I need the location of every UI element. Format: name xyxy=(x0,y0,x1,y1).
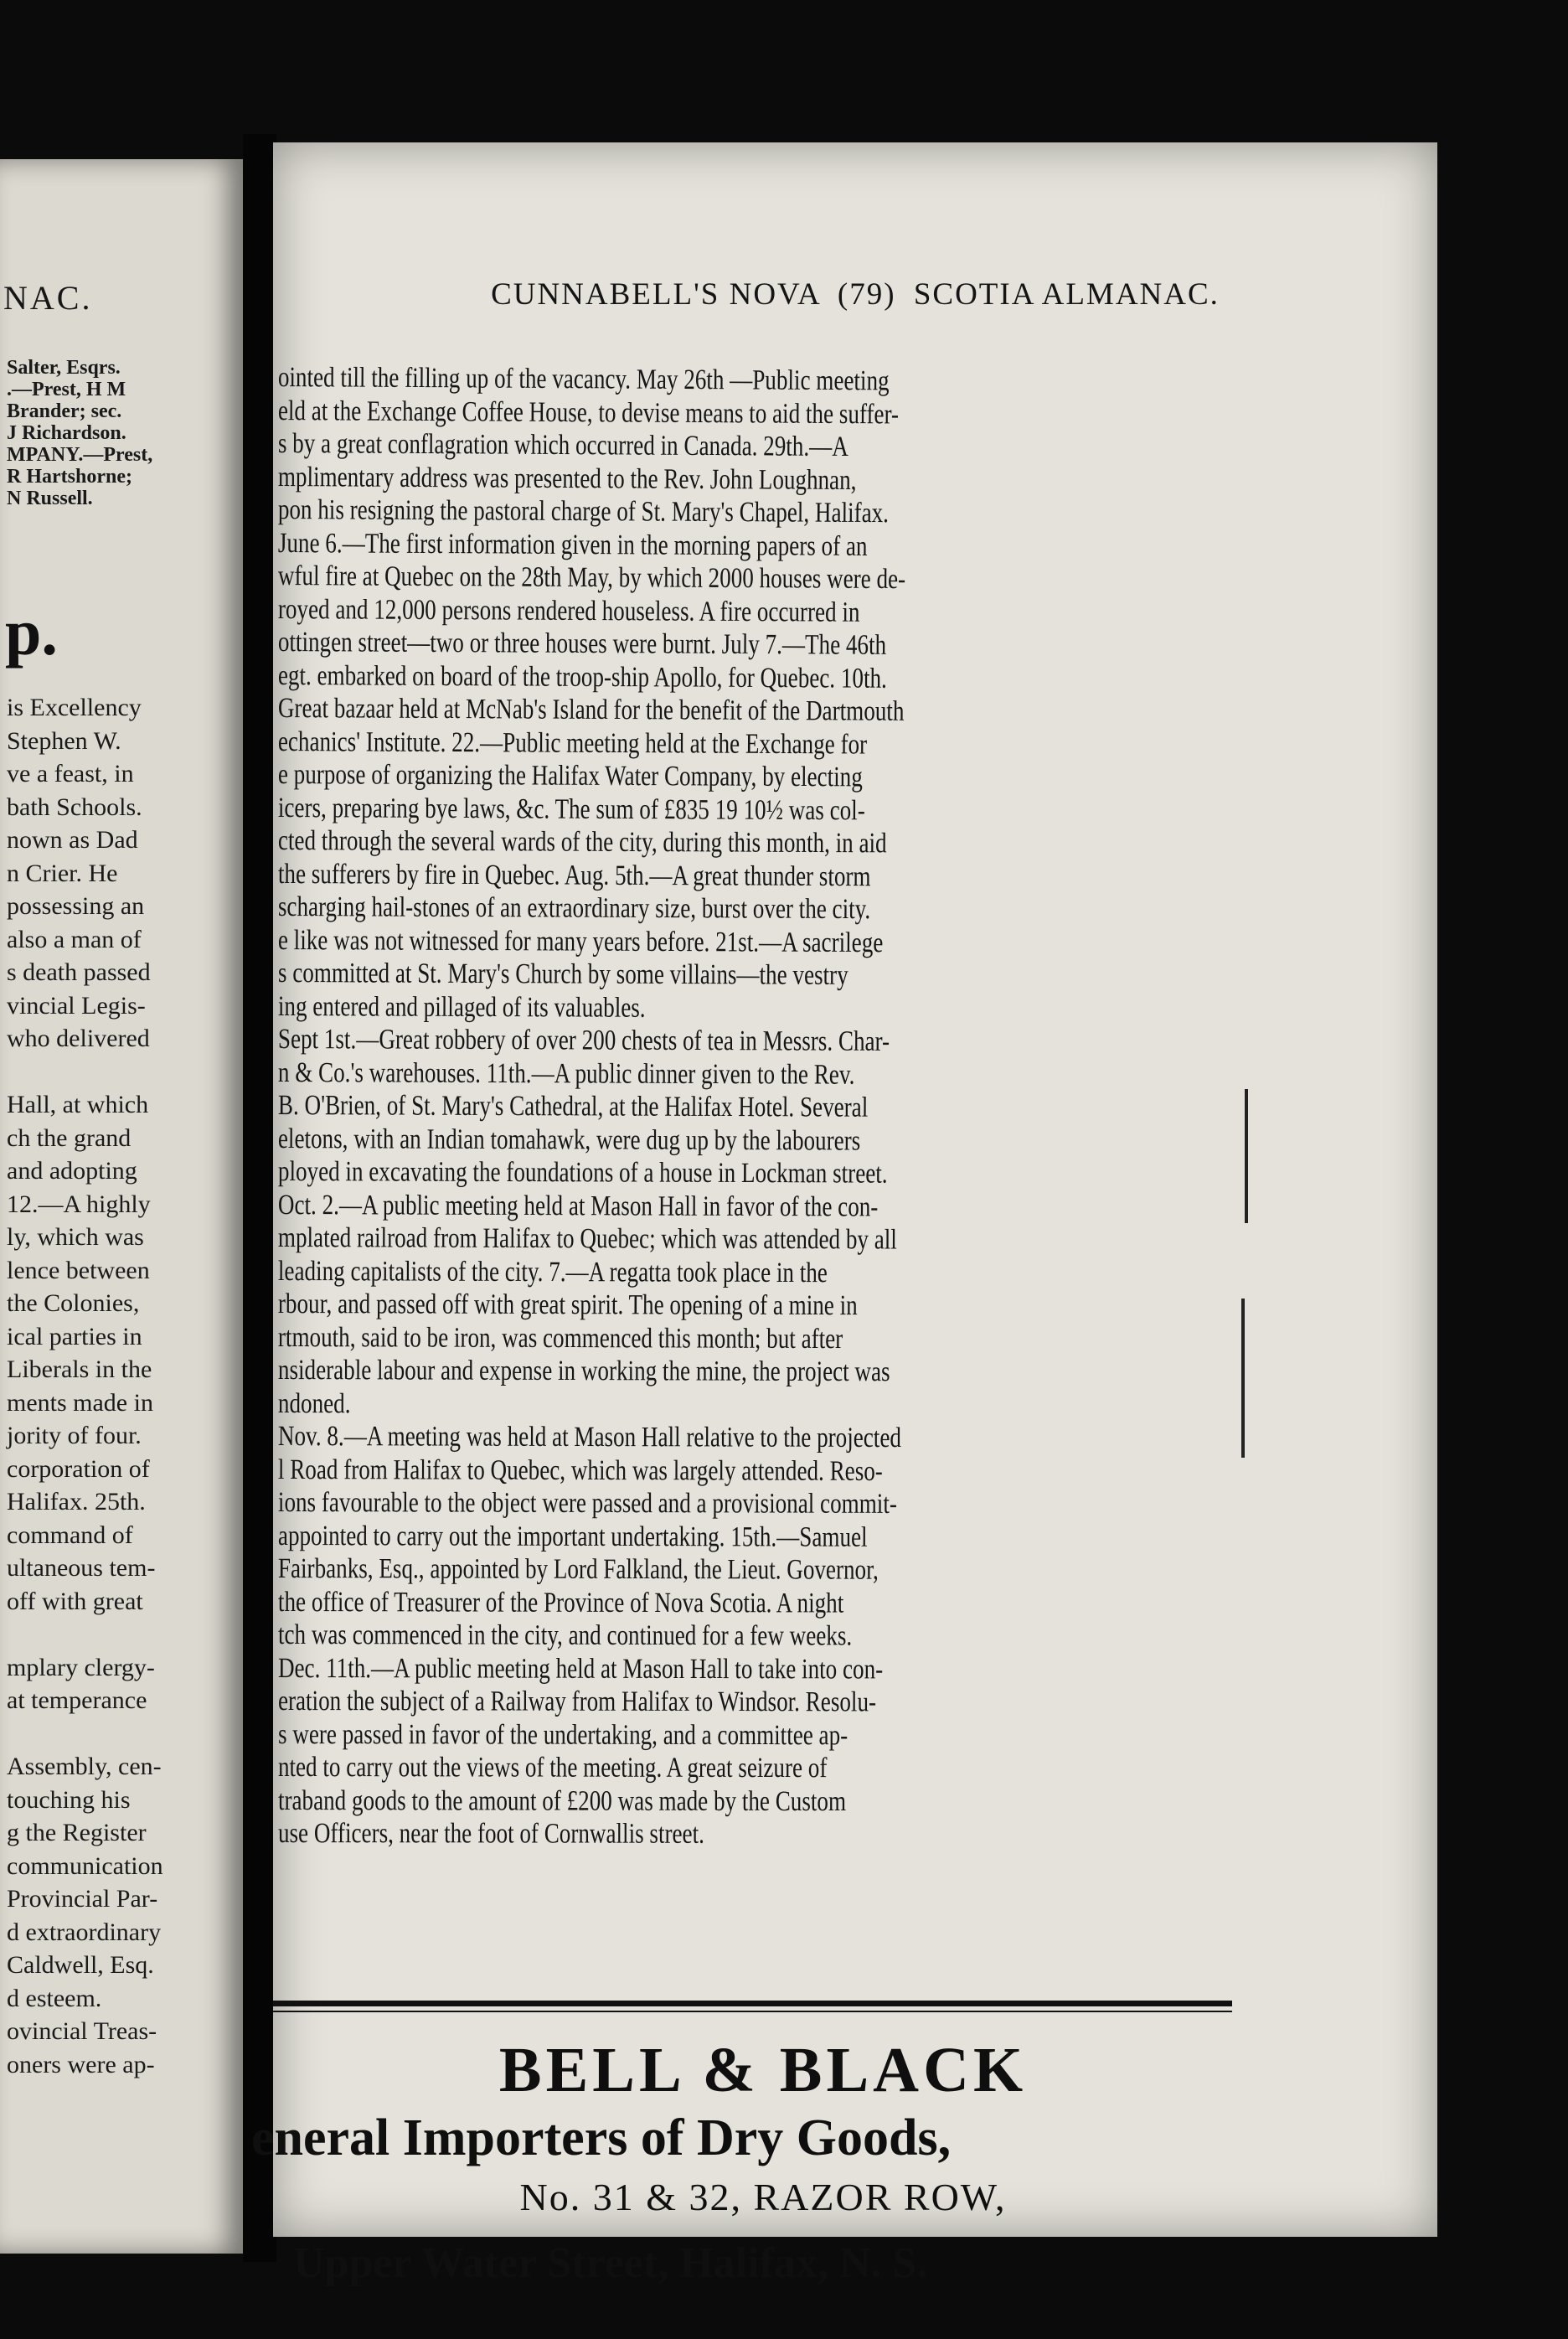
left-text-line: g the Register xyxy=(7,1819,147,1846)
text-line: rtmouth, said to be iron, was commenced this month; but after xyxy=(277,1321,843,1355)
text-line: leading capitalists of the city. 7.—A regatta took place in the xyxy=(277,1255,828,1288)
left-text-line: mplary clergy- xyxy=(7,1653,155,1681)
left-text-line: d extraordinary xyxy=(7,1918,162,1946)
left-text-line: J Richardson. xyxy=(7,422,126,444)
text-line: s committed at St. Mary's Church by some villains—the vestry xyxy=(277,958,848,991)
advertisement-description: eneral Importers of Dry Goods, xyxy=(251,2109,952,2166)
text-line: l Road from Halifax to Quebec, which was largely attended. Reso- xyxy=(277,1453,883,1487)
left-text-line: Assembly, cen- xyxy=(7,1753,162,1780)
advertisement-firm-name: BELL & BLACK xyxy=(498,2035,1028,2105)
text-line: wful fire at Quebec on the 28th May, by which 2000 houses were de- xyxy=(277,560,906,596)
text-line: ions favourable to the object were passed and a provisional commit- xyxy=(277,1487,897,1520)
left-text-line: nown as Dad xyxy=(7,826,138,854)
text-line: ottingen street—two or three houses were burnt. July 7.—The 46th xyxy=(277,627,887,661)
left-text-line: who delivered xyxy=(7,1025,150,1052)
left-text-line: jority of four. xyxy=(7,1422,142,1449)
text-line: eld at the Exchange Coffee House, to devise means to aid the suffer- xyxy=(277,395,900,430)
left-text-line: ly, which was xyxy=(7,1223,144,1251)
text-line: cted through the several wards of the city, during this month, in aid xyxy=(277,825,887,860)
text-line: mplated railroad from Halifax to Quebec; which was attended by all xyxy=(277,1222,897,1256)
left-text-line: oners were ap- xyxy=(7,2050,155,2078)
left-text-line: d esteem. xyxy=(7,1984,102,2012)
facing-left-page xyxy=(0,159,243,2254)
left-text-line: also a man of xyxy=(7,925,142,953)
thick-rule xyxy=(273,2001,1232,2006)
header-left: CUNNABELL'S NOVA xyxy=(491,277,820,312)
left-text-line: Halifax. 25th. xyxy=(7,1488,146,1515)
left-text-line: at temperance xyxy=(7,1686,147,1714)
text-line: royed and 12,000 persons rendered houseless. A fire occurred in xyxy=(277,593,860,628)
left-text-line: Stephen W. xyxy=(7,726,121,755)
text-line: pon his resigning the pastoral charge of St. Mary's Chapel, Halifax. xyxy=(277,494,890,529)
text-line: Oct. 2.—A public meeting held at Mason Hall in favor of the con- xyxy=(277,1189,879,1223)
left-text-line: Salter, Esqrs. xyxy=(7,357,121,379)
text-line: the sufferers by fire in Quebec. Aug. 5th.—A great thunder storm xyxy=(277,858,871,892)
left-text-line: ovincial Treas- xyxy=(7,2017,157,2045)
text-line: eration the subject of a Railway from Halifax to Windsor. Resolu- xyxy=(277,1686,877,1718)
text-line: mplimentary address was presented to the Rev. John Loughnan, xyxy=(277,461,857,496)
left-text-line: 12.—A highly xyxy=(7,1190,151,1218)
left-text-line: communication xyxy=(7,1851,163,1880)
text-line: egt. embarked on board of the troop-ship Apollo, for Quebec. 10th. xyxy=(277,659,887,694)
left-text-line: vincial Legis- xyxy=(7,991,146,1020)
left-text-line: ch the grand xyxy=(7,1123,132,1152)
text-line: nted to carry out the views of the meeting. A great seizure of xyxy=(277,1752,828,1784)
text-line: echanics' Institute. 22.—Public meeting held at the Exchange for xyxy=(277,725,868,760)
left-text-line: is Excellency xyxy=(7,694,142,721)
margin-mark xyxy=(1245,1089,1248,1223)
left-text-line: Liberals in the xyxy=(7,1355,152,1383)
left-text-line: Hall, at which xyxy=(7,1091,149,1118)
text-line: icers, preparing bye laws, &c. The sum of £835 19 10½ was col- xyxy=(277,792,865,826)
left-page-header: NAC. xyxy=(3,279,93,317)
text-line: ployed in excavating the foundations of a house in Lockman street. xyxy=(277,1156,888,1190)
running-header xyxy=(340,276,1370,312)
text-line: rbour, and passed off with great spirit. The opening of a mine in xyxy=(277,1288,858,1322)
left-text-line: ultaneous tem- xyxy=(7,1554,156,1582)
text-line: tch was commenced in the city, and continued for a few weeks. xyxy=(277,1619,853,1652)
text-line: Dec. 11th.—A public meeting held at Mason Hall to take into con- xyxy=(277,1652,884,1685)
left-text-line: R Hartshorne; xyxy=(7,466,132,488)
left-text-line: .—Prest, H M xyxy=(7,379,126,400)
left-text-line: n Crier. He xyxy=(7,859,118,887)
left-text-line: ical parties in xyxy=(7,1322,142,1350)
text-line: June 6.—The first information given in the morning papers of an xyxy=(277,527,868,562)
text-line: eletons, with an Indian tomahawk, were dug up by the labourers xyxy=(277,1123,861,1157)
left-text-line: ments made in xyxy=(7,1388,153,1417)
text-line: e like was not witnessed for many years before. 21st.—A sacrilege xyxy=(277,924,884,958)
text-line: ndoned. xyxy=(277,1387,351,1419)
left-text-line: lence between xyxy=(7,1256,150,1284)
text-line: traband goods to the amount of £200 was made by the Custom xyxy=(277,1784,847,1817)
book-spine-gutter xyxy=(243,134,276,2262)
text-line: Nov. 8.—A meeting was held at Mason Hall relative to the projected xyxy=(277,1421,901,1454)
text-line: s by a great conflagration which occurred in Canada. 29th.—A xyxy=(277,428,848,463)
advertisement-address-line-1: No. 31 & 32, RAZOR ROW, xyxy=(519,2176,1007,2218)
left-text-line: Caldwell, Esq. xyxy=(7,1951,154,1979)
left-page-large-letter: p. xyxy=(5,596,58,669)
text-line: use Officers, near the foot of Cornwallis street. xyxy=(277,1818,704,1850)
header-right: SCOTIA ALMANAC. xyxy=(913,277,1220,312)
left-text-line: corporation of xyxy=(7,1454,150,1483)
left-text-line: bath Schools. xyxy=(7,793,142,821)
left-text-line: touching his xyxy=(7,1785,131,1814)
page-number: (79) xyxy=(837,277,896,312)
text-line: n & Co.'s warehouses. 11th.—A public dinner given to the Rev. xyxy=(277,1056,855,1091)
text-line: B. O'Brien, of St. Mary's Cathedral, at the Halifax Hotel. Several xyxy=(277,1090,869,1123)
almanac-page xyxy=(251,142,1437,2287)
text-line: Fairbanks, Esq., appointed by Lord Falkland, the Lieut. Governor, xyxy=(277,1553,879,1586)
left-text-line: the Colonies, xyxy=(7,1289,140,1317)
text-line: ing entered and pillaged of its valuables. xyxy=(277,990,646,1024)
left-text-line: possessing an xyxy=(7,892,145,920)
text-line: nsiderable labour and expense in working the mine, the project was xyxy=(277,1355,890,1388)
left-text-line: s death passed xyxy=(7,958,151,986)
text-line: e purpose of organizing the Halifax Water Company, by electing xyxy=(277,759,863,793)
advertisement-address-line-2: Upper Water Street, Halifax, N. S. xyxy=(293,2239,928,2287)
text-line: ointed till the filling up of the vacancy. May 26th —Public meeting xyxy=(277,362,890,397)
thin-rule xyxy=(273,2011,1232,2012)
text-line: Great bazaar held at McNab's Island for the benefit of the Dartmouth xyxy=(277,693,905,727)
margin-mark xyxy=(1241,1299,1245,1458)
left-text-line: Provincial Par- xyxy=(7,1885,158,1913)
text-line: s were passed in favor of the undertaking, and a committee ap- xyxy=(277,1718,848,1751)
left-text-line: MPANY.—Prest, xyxy=(7,444,153,466)
left-text-line: command of xyxy=(7,1521,133,1549)
left-text-line: off with great xyxy=(7,1587,143,1615)
text-line: appointed to carry out the important undertaking. 15th.—Samuel xyxy=(277,1520,868,1553)
text-line: the office of Treasurer of the Province of Nova Scotia. A night xyxy=(277,1586,844,1619)
text-line: scharging hail-stones of an extraordinary size, burst over the city. xyxy=(277,891,871,926)
left-text-line: Brander; sec. xyxy=(7,400,122,422)
left-text-line: and adopting xyxy=(7,1157,137,1185)
left-text-line: N Russell. xyxy=(7,488,93,509)
text-line: Sept 1st.—Great robbery of over 200 chests of tea in Messrs. Char- xyxy=(277,1024,890,1057)
left-text-line: ve a feast, in xyxy=(7,760,134,787)
